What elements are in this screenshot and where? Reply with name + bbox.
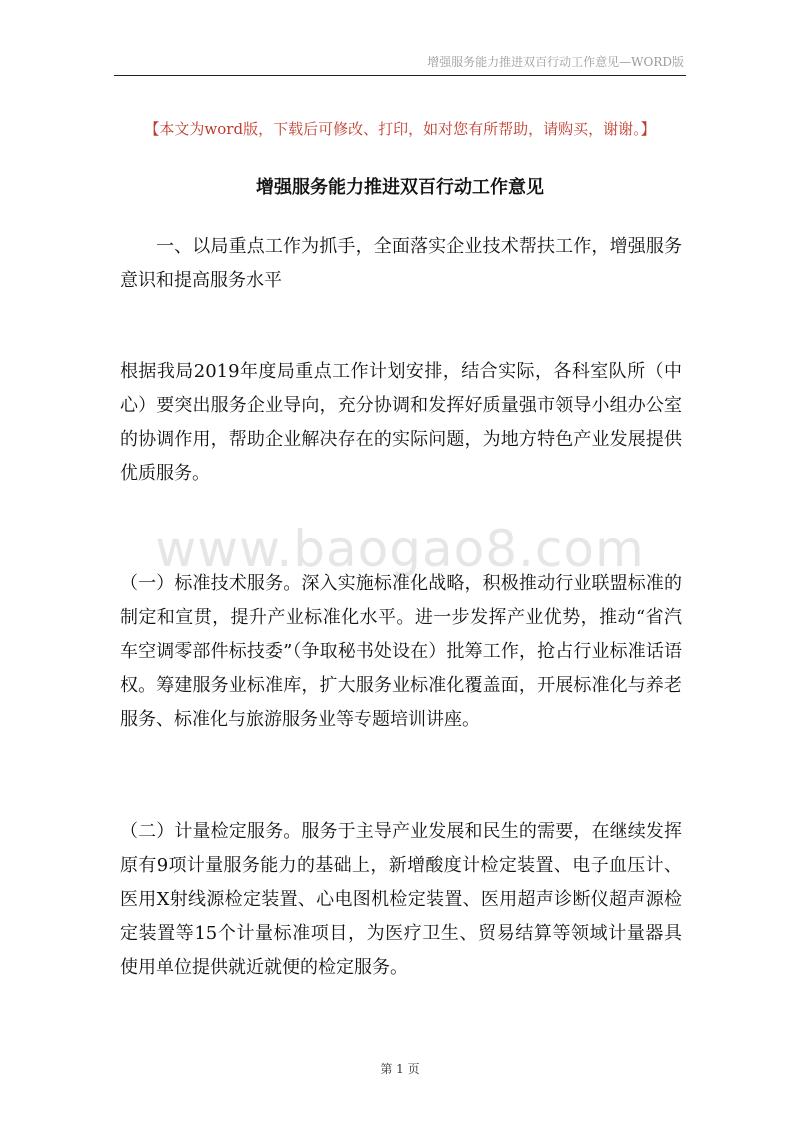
running-header: 增强服务能力推进双百行动工作意见—WORD版 [427, 55, 684, 69]
watermark: www.baogao8.com [155, 520, 645, 578]
body-paragraph-standards: （一）标准技术服务。深入实施标准化战略，积极推动行业联盟标准的制定和宣贯，提升产业标准化水平。进一步发挥产业优势，推动“省汽车空调零部件标技委”（争取秘书处设在）批筹工作，抢占行业标准话语权。筹建服务业标准库，扩大服务业标准化覆盖面，开展标准化与养老服务、标准化与旅游服务业等专题培训讲座。 [120, 573, 682, 730]
page-number: 第 1 页 [380, 1062, 420, 1076]
body-paragraph-intro: 根据我局2019年度局重点工作计划安排，结合实际，各科室队所（中心）要突出服务企业导向，充分协调和发挥好质量强市领导小组办公室的协调作用，帮助企业解决存在的实际问题，为地方特色产业发展提供优质服务。 [120, 361, 682, 484]
body-paragraph-metrology: （二）计量检定服务。服务于主导产业发展和民生的需要，在继续发挥原有9项计量服务能力的基础上，新增酸度计检定装置、电子血压计、医用X射线源检定装置、心电图机检定装置、医用超声诊断仪超声源检定装置等15个计量标准项目，为医疗卫生、贸易结算等领域计量器具使用单位提供就近就便的检定服务。 [120, 821, 682, 978]
document-title: 增强服务能力推进双百行动工作意见 [256, 177, 544, 198]
header-divider [114, 75, 686, 76]
section-heading-1: 一、以局重点工作为抓手，全面落实企业技术帮扶工作，增强服务意识和提高服务水平 [120, 236, 682, 291]
purchase-notice: 【本文为word版，下载后可修改、打印，如对您有所帮助，请购买，谢谢。】 [144, 120, 656, 138]
